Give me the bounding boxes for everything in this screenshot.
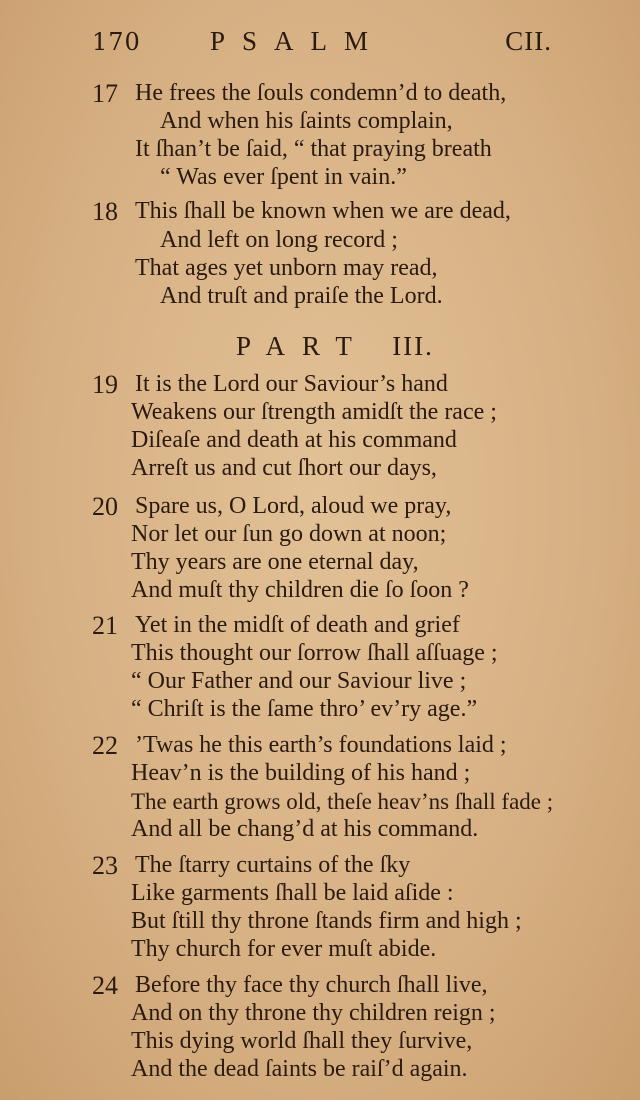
running-title: PSALM (210, 26, 386, 56)
part-number: III. (392, 331, 434, 361)
verse-line: Arreſt us and cut ſhort our days, (131, 455, 437, 481)
verse-line: Nor let our ſun go down at noon; (131, 521, 447, 547)
verse-line: That ages yet unborn may read, (135, 255, 438, 281)
verse-line: And on thy throne thy children reign ; (131, 1000, 496, 1026)
verse-number: 22 (92, 731, 118, 760)
verse-number: 24 (92, 971, 118, 1000)
page-number: 170 (92, 28, 141, 56)
verse-line: It is the Lord our Saviour’s hand (135, 371, 448, 397)
verse-line: But ſtill thy throne ſtands firm and high ; (131, 908, 522, 934)
verse-line: Before thy face thy church ſhall live, (135, 972, 488, 998)
verse-line: Thy church for ever muſt abide. (131, 936, 437, 962)
part-heading (236, 331, 434, 362)
verse-line: It ſhan’t be ſaid, “ that praying breath (135, 136, 492, 162)
verse-line: “ Chriſt is the ſame thro’ ev’ry age.” (131, 696, 478, 722)
verse-line: Yet in the midſt of death and grief (135, 612, 460, 638)
verse-line: The earth grows old, theſe heav’ns ſhall fade ; (131, 789, 554, 814)
psalm-number: CII. (505, 26, 552, 56)
verse-line: Weakens our ſtrength amidſt the race ; (131, 399, 497, 425)
page-header (92, 24, 552, 64)
verse-number: 17 (92, 79, 118, 108)
verse-line: And muſt thy children die ſo ſoon ? (131, 577, 469, 603)
verse-line: And all be chang’d at his command. (131, 816, 479, 842)
verse-line: The ſtarry curtains of the ſky (135, 852, 411, 878)
verse-line: He frees the ſouls condemn’d to death, (135, 80, 507, 106)
verse-line: Thy years are one eternal day, (131, 549, 419, 575)
verse-line: And when his ſaints complain, (160, 108, 453, 134)
verse-line: “ Our Father and our Saviour live ; (131, 668, 467, 694)
part-word: PART (236, 331, 369, 361)
verse-line: ’Twas he this earth’s foundations laid ; (135, 732, 507, 758)
verse-line: This thought our ſorrow ſhall aſſuage ; (131, 640, 498, 666)
verse-line: Heav’n is the building of his hand ; (131, 760, 471, 786)
verse-number: 18 (92, 197, 118, 226)
verse-number: 19 (92, 370, 118, 399)
verse-line: “ Was ever ſpent in vain.” (160, 164, 407, 190)
verse-line: Spare us, O Lord, aloud we pray, (135, 493, 452, 519)
verse-line: Like garments ſhall be laid aſide : (131, 880, 454, 906)
verse-line: This dying world ſhall they ſurvive, (131, 1028, 473, 1054)
verse-line: Diſeaſe and death at his command (131, 427, 457, 453)
verse-line: And left on long record ; (160, 227, 398, 253)
verse-number: 20 (92, 492, 118, 521)
verse-line: This ſhall be known when we are dead, (135, 198, 511, 224)
verse-line: And the dead ſaints be raiſ’d again. (131, 1056, 468, 1082)
verse-number: 21 (92, 611, 118, 640)
verse-number: 23 (92, 851, 118, 880)
verse-line: And truſt and praiſe the Lord. (160, 283, 443, 309)
